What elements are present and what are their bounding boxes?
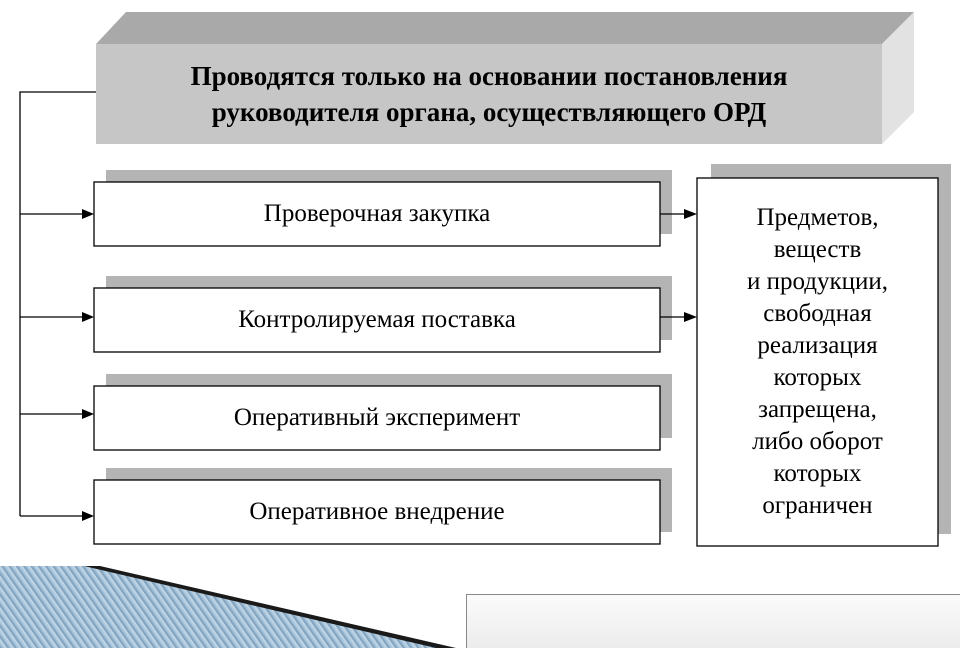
left-arrowhead-3 (82, 409, 94, 419)
left-arrowhead-2 (82, 312, 94, 322)
measure-label-1: Проверочная закупка (263, 200, 491, 227)
footer-bar (466, 594, 960, 648)
measure-label-2: Контролируемая поставка (238, 306, 516, 333)
decorative-chevron (0, 566, 446, 648)
target-label (697, 178, 938, 546)
right-arrowhead-1 (684, 209, 697, 219)
header-title (96, 44, 882, 144)
left-arrowhead-1 (82, 209, 94, 219)
target-label-text: Предметов, веществ и продукции, свободная реализация которых запрещена, либо оборот которых ограничен (746, 204, 889, 519)
measure-label-4: Оперативное внедрение (249, 498, 505, 525)
left-arrowhead-4 (82, 511, 94, 521)
header-box-top (96, 12, 914, 44)
right-arrowhead-2 (684, 312, 697, 322)
left-bracket-line (20, 92, 96, 516)
measure-label-3: Оперативный эксперимент (233, 404, 521, 431)
header-title-text: Проводятся только на основании постановления руководителя органа, осуществляющего ОРД (190, 61, 788, 127)
